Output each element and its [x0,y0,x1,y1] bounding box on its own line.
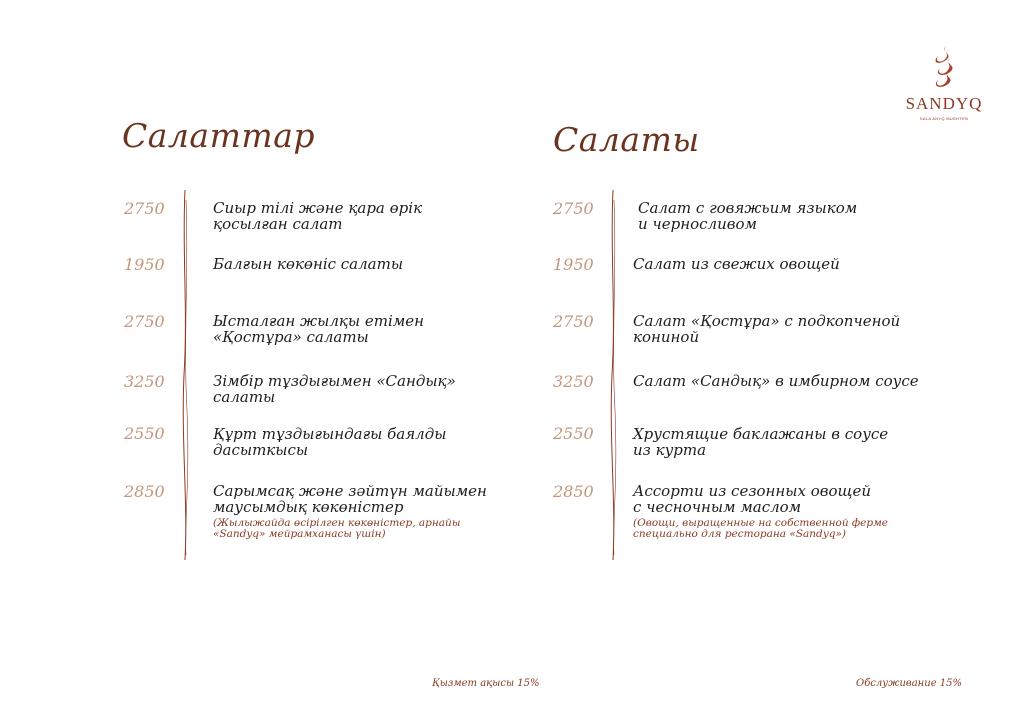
price-left-1: 2750 [124,199,165,218]
price-left-4: 3250 [124,372,165,391]
dish-left-6-note: (Жылыжайда өсірілген көкөністер, арнайы «Sandyq» мейрамханасы үшін) [213,517,461,540]
service-charge-kazakh: Қызмет ақысы 15% [432,678,540,689]
dish-right-6-note: (Овощи, выращенные на собственной ферме специально для ресторана «Sandyq») [633,517,889,540]
dish-left-5: Құрт тұздығындағы баялды дасыткысы [213,425,447,459]
flame-logo-icon [924,44,964,92]
dish-right-5: Хрустящие баклажаны в соусе из курта [633,425,889,459]
dish-right-3: Салат «Қостұра» с подкопченой кониной [633,312,901,346]
dish-left-1: Сиыр тілі және қара өрік қосылған салат [213,199,423,233]
dish-right-4: Салат «Сандық» в имбирном соусе [633,372,919,390]
dish-right-2: Салат из свежих овощей [633,255,840,273]
price-right-4: 3250 [553,372,594,391]
title-russian: Салаты [553,120,700,159]
service-charge-russian: Обслуживание 15% [856,678,963,689]
price-left-6: 2850 [124,482,165,501]
dish-left-2: Балғын көкөніс салаты [213,255,404,273]
dish-left-4: Зімбір тұздығымен «Сандық» салаты [213,372,456,406]
brand-tagline: SALA ANYQ MUSHTEN [919,116,969,121]
dish-left-6: Сарымсақ және зәйтүн майымен маусымдық көкөністер [213,482,487,516]
price-right-2: 1950 [553,255,594,274]
vertical-divider-right [608,190,618,560]
brand-name: SANDYQ [905,94,983,113]
price-right-3: 2750 [553,312,594,331]
title-kazakh: Салаттар [122,116,315,155]
price-left-5: 2550 [124,424,165,443]
dish-left-3: Ысталған жылқы етімен «Қостұра» салаты [213,312,425,346]
dish-right-1: Салат с говяжьим языком и черносливом [638,199,858,233]
brand-logo [900,44,990,134]
price-right-6: 2850 [553,482,594,501]
price-left-2: 1950 [124,255,165,274]
dish-right-6: Ассорти из сезонных овощей с чесночным маслом [633,482,872,516]
price-right-1: 2750 [553,199,594,218]
vertical-divider-left [180,190,190,560]
price-left-3: 2750 [124,312,165,331]
price-right-5: 2550 [553,424,594,443]
